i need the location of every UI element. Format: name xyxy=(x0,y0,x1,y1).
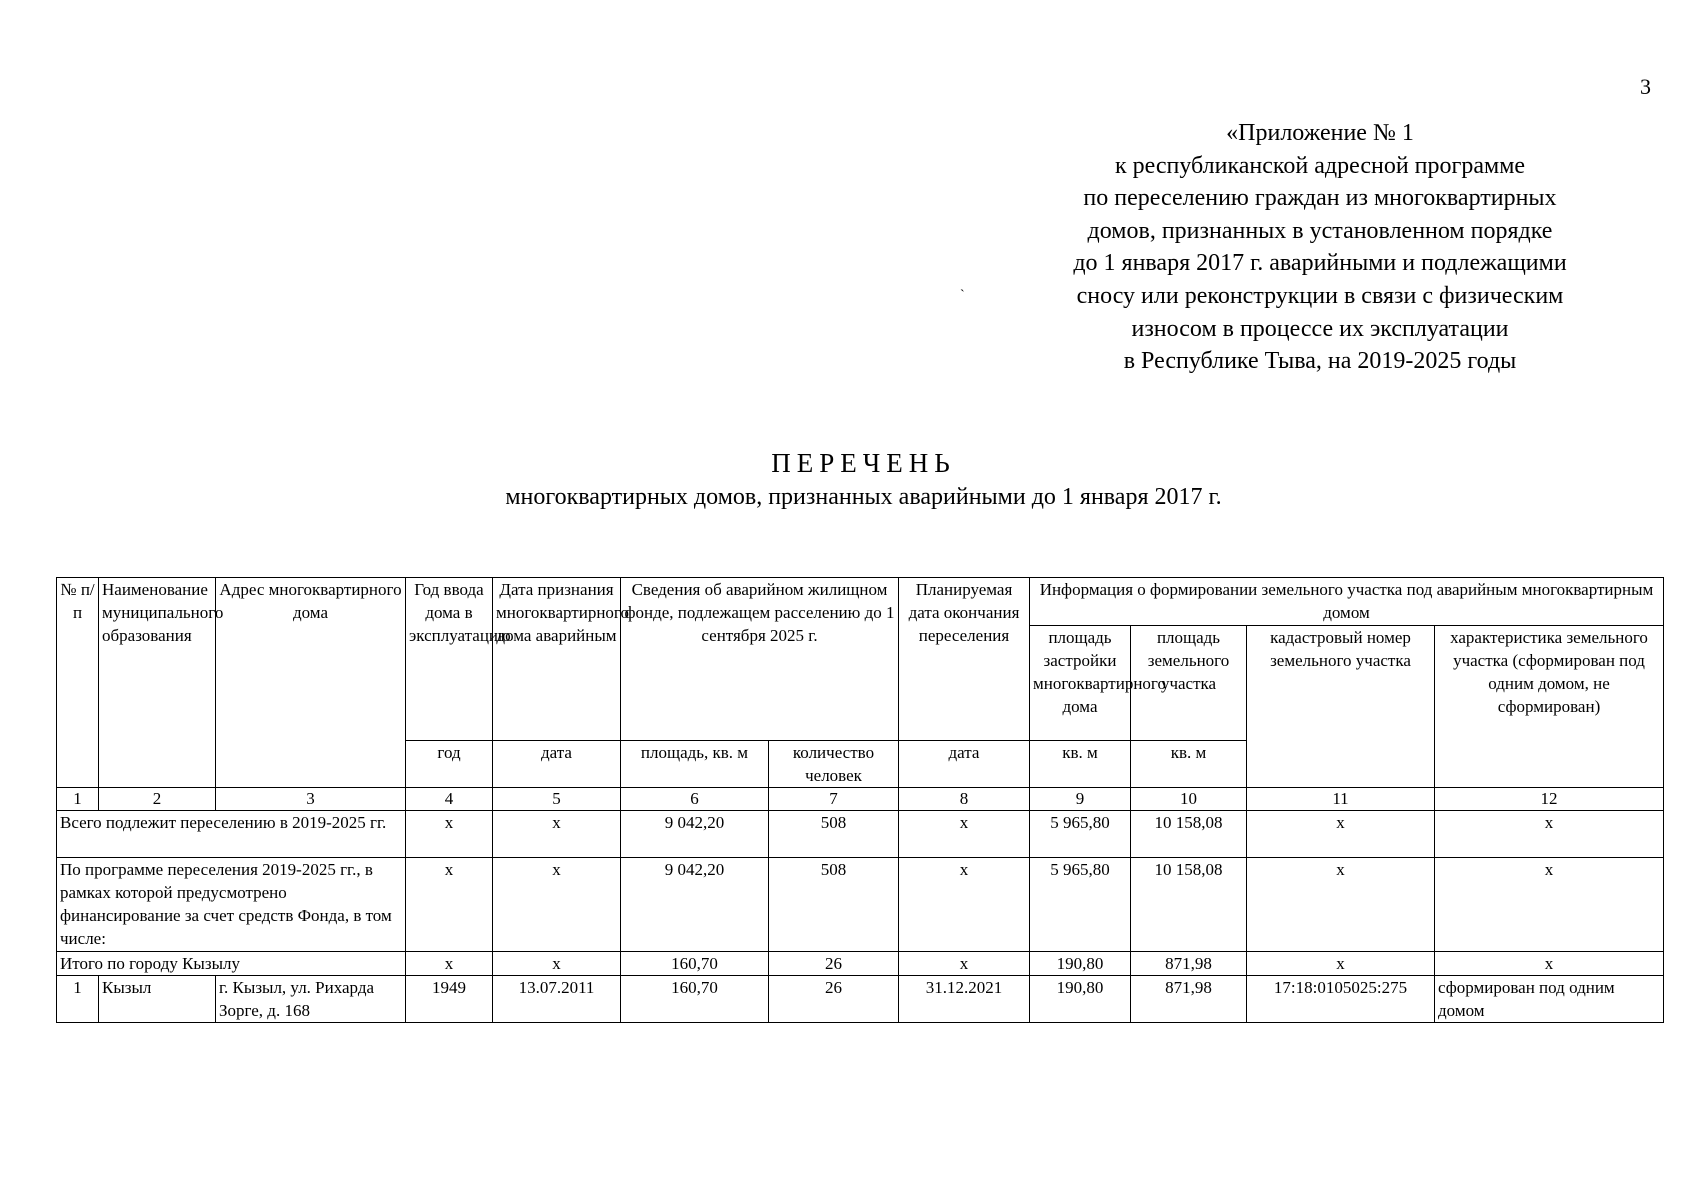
total-cell: x xyxy=(899,858,1030,952)
subtotal-cell: 26 xyxy=(769,952,899,976)
subtotal-cell: x xyxy=(406,952,493,976)
document-subtitle: многоквартирных домов, признанных аварийными до 1 января 2017 г. xyxy=(505,484,1222,510)
header-land-area: площадь земельного участка xyxy=(1131,626,1247,741)
total-row-label: По программе переселения 2019-2025 гг., в рамках которой предусмотрено финансирование за счет средств Фонда, в том числе: xyxy=(57,858,406,952)
appendix-line: до 1 января 2017 г. аварийными и подлежащими xyxy=(1073,250,1567,277)
header-planned-date: Планируемая дата окончания переселения xyxy=(899,578,1030,741)
row-cadastral: 17:18:0105025:275 xyxy=(1247,976,1435,1023)
total-cell: x xyxy=(493,811,621,858)
subtotal-row-label: Итого по городу Кызылу xyxy=(57,952,406,976)
appendix-line: «Приложение № 1 xyxy=(1226,120,1414,146)
column-numbers-row xyxy=(57,788,1664,811)
total-cell: x xyxy=(1247,811,1435,858)
column-number: 3 xyxy=(216,788,406,811)
header-municipality: Наименование муниципального образования xyxy=(99,578,216,788)
column-number: 1 xyxy=(57,788,99,811)
total-cell: 10 158,08 xyxy=(1131,811,1247,858)
appendix-line: в Республике Тыва, на 2019-2025 годы xyxy=(1123,348,1517,375)
total-cell: x xyxy=(1247,858,1435,952)
unit-land-area: кв. м xyxy=(1131,741,1247,788)
total-cell: x xyxy=(493,858,621,952)
total-cell: x xyxy=(406,858,493,952)
column-number: 12 xyxy=(1435,788,1664,811)
appendix-line: к республиканской адресной программе xyxy=(1114,152,1526,179)
row-date-recognized: 13.07.2011 xyxy=(493,976,621,1023)
unit-year: год xyxy=(406,741,493,788)
header-row xyxy=(57,578,1664,626)
total-cell: 508 xyxy=(769,858,899,952)
scan-mark: ` xyxy=(960,288,965,303)
document-title: ПЕРЕЧЕНЬ xyxy=(771,448,956,478)
total-cell: x xyxy=(899,811,1030,858)
column-number: 6 xyxy=(621,788,769,811)
subtotal-cell: x xyxy=(1247,952,1435,976)
header-year: Год ввода дома в эксплуатацию xyxy=(406,578,493,741)
total-cell: x xyxy=(1435,811,1664,858)
total-row xyxy=(57,811,1664,858)
total-cell: 5 965,80 xyxy=(1030,811,1131,858)
column-number: 5 xyxy=(493,788,621,811)
header-date-recognized: Дата признания многоквартирного дома аварийным xyxy=(493,578,621,741)
appendix-line: сносу или реконструкции в связи с физическим xyxy=(1076,282,1564,309)
total-cell: 9 042,20 xyxy=(621,811,769,858)
column-number: 9 xyxy=(1030,788,1131,811)
subtotal-cell: x xyxy=(899,952,1030,976)
header-build-area: площадь застройки многоквартирного дома xyxy=(1030,626,1131,741)
appendix-header xyxy=(1040,117,1600,378)
unit-build-area: кв. м xyxy=(1030,741,1131,788)
total-row-label: Всего подлежит переселению в 2019-2025 гг. xyxy=(57,811,406,858)
unit-area: площадь, кв. м xyxy=(621,741,769,788)
subtotal-cell: x xyxy=(493,952,621,976)
header-cadastral: кадастровый номер земельного участка xyxy=(1247,626,1435,788)
header-number: № п/п xyxy=(57,578,99,788)
housing-table xyxy=(56,577,1664,1023)
row-number: 1 xyxy=(57,976,99,1023)
row-people: 26 xyxy=(769,976,899,1023)
row-municipality: Кызыл xyxy=(99,976,216,1023)
total-cell: x xyxy=(406,811,493,858)
row-area: 160,70 xyxy=(621,976,769,1023)
total-cell: 508 xyxy=(769,811,899,858)
column-number: 4 xyxy=(406,788,493,811)
subtotal-cell: 871,98 xyxy=(1131,952,1247,976)
unit-date: дата xyxy=(493,741,621,788)
row-land-area: 871,98 xyxy=(1131,976,1247,1023)
header-characteristic: характеристика земельного участка (сформирован под одним домом, не сформирован) xyxy=(1435,626,1664,788)
subtotal-cell: 190,80 xyxy=(1030,952,1131,976)
column-number: 2 xyxy=(99,788,216,811)
subtotal-cell: 160,70 xyxy=(621,952,769,976)
appendix-line: по переселению граждан из многоквартирных xyxy=(1083,185,1557,212)
subtotal-row xyxy=(57,952,1664,976)
appendix-line: износом в процессе их эксплуатации xyxy=(1131,315,1509,342)
header-emergency-fund: Сведения об аварийном жилищном фонде, подлежащем расселению до 1 сентября 2025 г. xyxy=(621,578,899,741)
row-address: г. Кызыл, ул. Рихарда Зорге, д. 168 xyxy=(216,976,406,1023)
appendix-line: домов, признанных в установленном порядке xyxy=(1087,217,1553,244)
total-cell: 9 042,20 xyxy=(621,858,769,952)
column-number: 7 xyxy=(769,788,899,811)
page-number: 3 xyxy=(1640,74,1651,99)
column-number: 10 xyxy=(1131,788,1247,811)
row-characteristic: сформирован под одним домом xyxy=(1435,976,1664,1023)
table-row xyxy=(57,976,1664,1023)
total-row xyxy=(57,858,1664,952)
unit-planned-date: дата xyxy=(899,741,1030,788)
row-build-area: 190,80 xyxy=(1030,976,1131,1023)
column-number: 11 xyxy=(1247,788,1435,811)
column-number: 8 xyxy=(899,788,1030,811)
row-planned-date: 31.12.2021 xyxy=(899,976,1030,1023)
total-cell: x xyxy=(1435,858,1664,952)
total-cell: 5 965,80 xyxy=(1030,858,1131,952)
row-year: 1949 xyxy=(406,976,493,1023)
subtotal-cell: x xyxy=(1435,952,1664,976)
header-address: Адрес многоквартирного дома xyxy=(216,578,406,788)
header-land-info: Информация о формировании земельного участка под аварийным многоквартирным домом xyxy=(1030,578,1664,626)
total-cell: 10 158,08 xyxy=(1131,858,1247,952)
unit-people: количество человек xyxy=(769,741,899,788)
